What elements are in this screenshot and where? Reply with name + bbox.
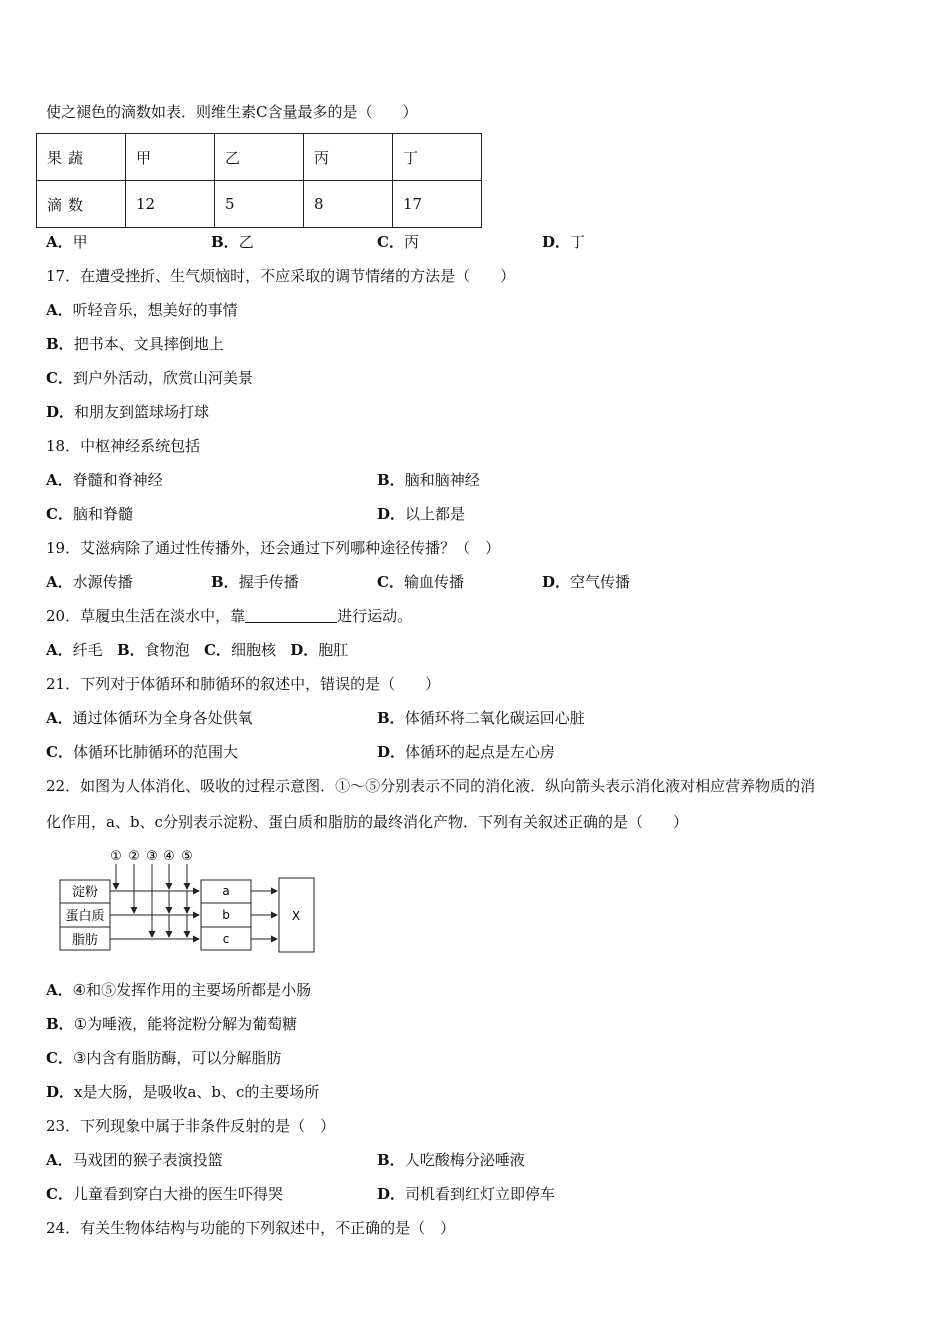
juice-label-2: ②	[128, 849, 140, 864]
q19-option-d: D．空气传播	[542, 573, 631, 591]
q18-option-d: D．以上都是	[377, 505, 466, 523]
q21-option-c: C．体循环比肺循环的范围大	[46, 743, 238, 761]
q18-option-a: A．脊髓和脊神经	[46, 471, 163, 489]
q21-stem: 21．下列对于体循环和肺循环的叙述中，错误的是（ ）	[46, 675, 441, 693]
q21-option-d: D．体循环的起点是左心房	[377, 743, 556, 761]
table-cell: 12	[126, 181, 215, 228]
nutrient-starch: 淀粉	[71, 885, 99, 900]
fruit-drop-table	[36, 133, 482, 228]
q19-stem: 19．艾滋病除了通过性传播外，还会通过下列哪种途径传播？（ ）	[46, 539, 501, 557]
table-cell: 5	[215, 181, 304, 228]
q17-option-b: B．把书本、文具摔倒地上	[46, 335, 224, 353]
q22-option-a: A．④和⑤发挥作用的主要场所都是小肠	[46, 981, 312, 999]
q16-option-b: B．乙	[211, 233, 254, 251]
juice-label-5: ⑤	[181, 849, 193, 864]
q22-option-c: C．③内含有脂肪酶，可以分解脂肪	[46, 1049, 282, 1067]
q23-option-b: B．人吃酸梅分泌唾液	[377, 1151, 525, 1169]
q21-option-b: B．体循环将二氧化碳运回心脏	[377, 709, 585, 727]
q21-option-a: A．通过体循环为全身各处供氧	[46, 709, 253, 727]
q23-stem: 23．下列现象中属于非条件反射的是（ ）	[46, 1117, 336, 1135]
q17-option-c: C．到户外活动，欣赏山河美景	[46, 369, 253, 387]
q16-option-a: A．甲	[46, 233, 88, 251]
table-cell: 8	[304, 181, 393, 228]
product-b: b	[222, 908, 230, 922]
q22-option-b: B．①为唾液，能将淀粉分解为葡萄糖	[46, 1015, 298, 1033]
product-a: a	[222, 884, 230, 898]
nutrient-protein: 蛋白质	[65, 909, 105, 924]
digestion-diagram	[56, 844, 326, 960]
q22-option-d: D．x是大肠，是吸收a、b、c的主要场所	[46, 1083, 320, 1101]
table-row	[37, 181, 482, 228]
nutrient-fat: 脂肪	[71, 933, 99, 948]
q18-option-c: C．脑和脊髓	[46, 505, 133, 523]
juice-label-1: ①	[110, 849, 122, 864]
q16-option-c: C．丙	[377, 233, 419, 251]
q16-stem: 使之褪色的滴数如表．则维生素C含量最多的是（ ）	[46, 103, 418, 121]
q23-option-d: D．司机看到红灯立即停车	[377, 1185, 556, 1203]
q19-option-b: B．握手传播	[211, 573, 299, 591]
q22-stem-line1: 22．如图为人体消化、吸收的过程示意图．①～⑤分别表示不同的消化液．纵向箭头表示消化液对相应营养物质的消	[46, 777, 816, 795]
table-cell: 丙	[304, 134, 393, 181]
table-cell: 甲	[126, 134, 215, 181]
q24-stem: 24．有关生物体结构与功能的下列叙述中，不正确的是（ ）	[46, 1219, 456, 1237]
q23-option-a: A．马戏团的猴子表演投篮	[46, 1151, 223, 1169]
q22-stem-line2: 化作用，a、b、c分别表示淀粉、蛋白质和脂肪的最终消化产物．下列有关叙述正确的是（ ）	[46, 813, 688, 831]
q16-option-d: D．丁	[542, 233, 586, 251]
table-cell: 滴数	[37, 181, 126, 228]
q17-stem: 17．在遭受挫折、生气烦恼时，不应采取的调节情绪的方法是（ ）	[46, 267, 516, 285]
q18-stem: 18．中枢神经系统包括	[46, 437, 201, 455]
product-c: c	[222, 932, 230, 946]
table-cell: 乙	[215, 134, 304, 181]
q20-stem: 20．草履虫生活在淡水中，靠 进行运动。	[46, 607, 413, 625]
q17-option-a: A．听轻音乐，想美好的事情	[46, 301, 238, 319]
juice-label-4: ④	[163, 849, 175, 864]
q20-options: A．纤毛 B．食物泡 C．细胞核 D．胞肛	[46, 641, 349, 659]
table-cell: 17	[393, 181, 482, 228]
answer-blank	[245, 606, 337, 623]
q19-option-a: A．水源传播	[46, 573, 133, 591]
q18-option-b: B．脑和脑神经	[377, 471, 480, 489]
juice-label-3: ③	[146, 849, 158, 864]
q23-option-c: C．儿童看到穿白大褂的医生吓得哭	[46, 1185, 283, 1203]
table-row	[37, 134, 482, 181]
organ-x: X	[291, 909, 301, 923]
q19-option-c: C．输血传播	[377, 573, 464, 591]
table-cell: 丁	[393, 134, 482, 181]
table-cell: 果蔬	[37, 134, 126, 181]
q17-option-d: D．和朋友到篮球场打球	[46, 403, 210, 421]
